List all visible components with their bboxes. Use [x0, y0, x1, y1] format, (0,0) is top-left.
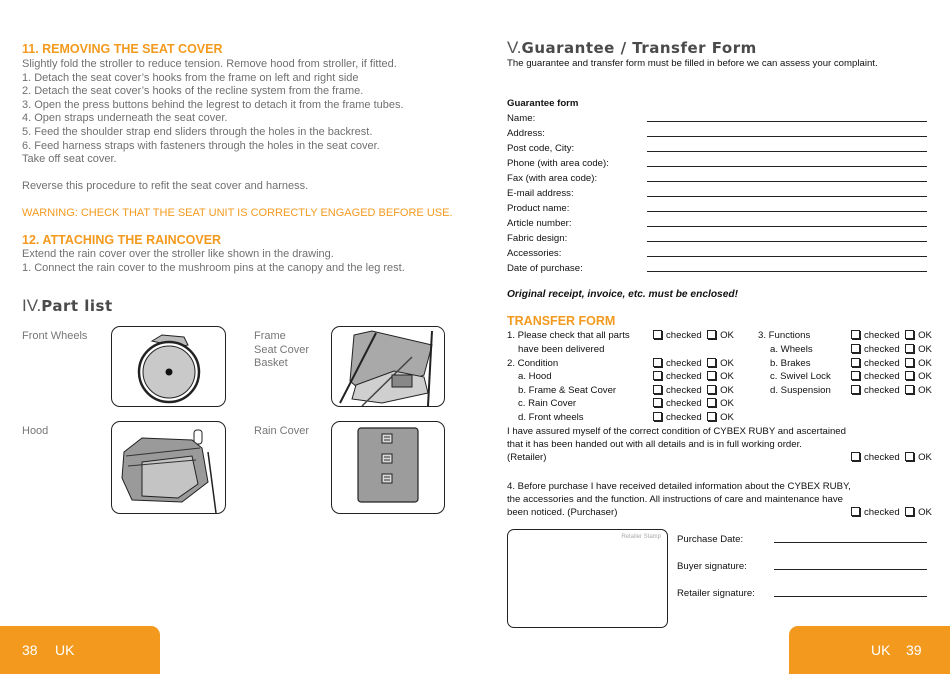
field-line-date[interactable] [647, 271, 927, 272]
field-line-fax[interactable] [647, 181, 927, 182]
section-12-title: 12. ATTACHING THE RAINCOVER [22, 233, 222, 247]
checkbox-icon[interactable] [707, 358, 716, 367]
checkbox-icon[interactable] [905, 344, 914, 353]
purchaser-text-line: been noticed. (Purchaser) [507, 507, 618, 518]
warning-text: WARNING: CHECK THAT THE SEAT UNIT IS CORRECTLY ENGAGED BEFORE USE. [22, 207, 453, 219]
checkbox-pair[interactable]: checked OK [851, 371, 932, 382]
field-line-postcode[interactable] [647, 151, 927, 152]
checkbox-pair[interactable]: checked OK [653, 398, 734, 409]
retailer-text-line: (Retailer) [507, 452, 547, 463]
part-label-rain-cover: Rain Cover [254, 425, 310, 437]
item-1-label: 1. Please check that all parts [507, 330, 630, 341]
page-number: 38 [22, 642, 38, 658]
intro-text: The guarantee and transfer form must be filled in before we can assess your complaint. [507, 58, 878, 69]
field-label-article: Article number: [507, 218, 572, 229]
checkbox-icon[interactable] [707, 371, 716, 380]
field-label-fabric: Fabric design: [507, 233, 568, 244]
checkbox-icon[interactable] [851, 371, 860, 380]
field-label-postcode: Post code, City: [507, 143, 575, 154]
purchaser-text-line: the accessories and the function. All instructions of care and maintenance have [507, 494, 843, 505]
item-3-label: 3. Functions [758, 330, 811, 341]
checkbox-icon[interactable] [653, 330, 662, 339]
item-3b-label: b. Brakes [770, 358, 811, 369]
part-label-front-wheels: Front Wheels [22, 330, 88, 342]
field-line-product[interactable] [647, 211, 927, 212]
checkbox-pair[interactable]: checked OK [653, 412, 734, 423]
front-wheel-image [111, 326, 226, 407]
transfer-form-heading: TRANSFER FORM [507, 314, 616, 328]
checkbox-icon[interactable] [851, 358, 860, 367]
field-line-fabric[interactable] [647, 241, 927, 242]
retailer-text-line: I have assured myself of the correct condition of CYBEX RUBY and ascertained [507, 426, 846, 437]
footer-left [0, 626, 160, 674]
guarantee-title: V.Guarantee / Transfer Form [507, 38, 757, 57]
section-11-title: 11. REMOVING THE SEAT COVER [22, 42, 223, 56]
text-line: 3. Open the press buttons behind the legrest to detach it from the frame tubes. [22, 98, 404, 111]
checkbox-icon[interactable] [707, 330, 716, 339]
checkbox-icon[interactable] [905, 452, 914, 461]
retailer-stamp-box[interactable] [507, 529, 668, 628]
checkbox-pair[interactable]: checked OK [851, 507, 932, 518]
text-line: 6. Feed harness straps with fasteners through the holes in the seat cover. [22, 139, 380, 152]
buyer-signature-label: Buyer signature: [677, 561, 747, 572]
retailer-signature-line[interactable] [774, 596, 927, 597]
section-11-body [22, 58, 404, 167]
checkbox-icon[interactable] [653, 358, 662, 367]
field-line-phone[interactable] [647, 166, 927, 167]
field-label-email: E-mail address: [507, 188, 574, 199]
item-2b-label: b. Frame & Seat Cover [518, 385, 617, 396]
checkbox-pair[interactable]: checked OK [851, 385, 932, 396]
purchase-date-line[interactable] [774, 542, 927, 543]
field-line-accessories[interactable] [647, 256, 927, 257]
text-line: 1. Connect the rain cover to the mushroom pins at the canopy and the leg rest. [22, 261, 405, 274]
checkbox-icon[interactable] [653, 371, 662, 380]
field-label-fax: Fax (with area code): [507, 173, 598, 184]
text-line: 5. Feed the shoulder strap end sliders through the holes in the backrest. [22, 125, 373, 138]
checkbox-icon[interactable] [851, 344, 860, 353]
field-label-address: Address: [507, 128, 545, 139]
text-line: Take off seat cover. [22, 153, 117, 166]
field-line-address[interactable] [647, 136, 927, 137]
page-number: 39 [906, 642, 922, 658]
field-label-name: Name: [507, 113, 536, 124]
checkbox-icon[interactable] [905, 385, 914, 394]
text-line: 1. Detach the seat cover’s hooks from the frame on left and right side [22, 71, 359, 84]
language-label: UK [871, 642, 891, 658]
checkbox-icon[interactable] [851, 385, 860, 394]
checkbox-icon[interactable] [851, 330, 860, 339]
reverse-note: Reverse this procedure to refit the seat cover and harness. [22, 180, 309, 192]
field-line-name[interactable] [647, 121, 927, 122]
part-label-frame-group: Frame Seat Cover Basket [254, 330, 310, 370]
part-list-title: IV.Part list [22, 296, 113, 315]
checkbox-icon[interactable] [707, 398, 716, 407]
checkbox-icon[interactable] [905, 358, 914, 367]
checkbox-icon[interactable] [653, 398, 662, 407]
item-1-label-cont: have been delivered [518, 344, 605, 355]
buyer-signature-line[interactable] [774, 569, 927, 570]
checkbox-icon[interactable] [851, 452, 860, 461]
footer-right [789, 626, 950, 674]
field-line-email[interactable] [647, 196, 927, 197]
checkbox-pair[interactable]: checked OK [851, 344, 932, 355]
checkbox-icon[interactable] [905, 507, 914, 516]
checkbox-icon[interactable] [707, 385, 716, 394]
checkbox-icon[interactable] [851, 507, 860, 516]
checkbox-icon[interactable] [653, 385, 662, 394]
text-line: Slightly fold the stroller to reduce tension. Remove hood from stroller, if fitted. [22, 58, 397, 70]
field-label-phone: Phone (with area code): [507, 158, 609, 169]
field-label-product: Product name: [507, 203, 570, 214]
checkbox-icon[interactable] [905, 371, 914, 380]
checkbox-pair[interactable]: checked OK [851, 452, 932, 463]
text-line: Extend the rain cover over the stroller like shown in the drawing. [22, 248, 334, 260]
checkbox-pair[interactable]: checked OK [653, 385, 734, 396]
part-label-hood: Hood [22, 425, 49, 437]
retailer-text-line: that it has been handed out with all details and is in full working order. [507, 439, 802, 450]
field-line-article[interactable] [647, 226, 927, 227]
item-3d-label: d. Suspension [770, 385, 831, 396]
checkbox-pair[interactable]: checked OK [851, 358, 932, 369]
language-label: UK [55, 642, 75, 658]
purchaser-text-line: 4. Before purchase I have received detailed information about the CYBEX RUBY, [507, 481, 851, 492]
item-2-label: 2. Condition [507, 358, 559, 369]
item-3a-label: a. Wheels [770, 344, 813, 355]
item-2c-label: c. Rain Cover [518, 398, 577, 409]
rain-cover-image [331, 421, 445, 514]
checkbox-pair[interactable]: checked OK [653, 358, 734, 369]
field-label-accessories: Accessories: [507, 248, 562, 259]
item-2d-label: d. Front wheels [518, 412, 584, 423]
section-12-body [22, 248, 405, 275]
receipt-note: Original receipt, invoice, etc. must be enclosed! [507, 289, 738, 300]
checkbox-pair[interactable]: checked OK [851, 330, 932, 341]
frame-image [331, 326, 445, 407]
retailer-signature-label: Retailer signature: [677, 588, 755, 599]
hood-image [111, 421, 226, 514]
purchase-date-label: Purchase Date: [677, 534, 744, 545]
checkbox-pair[interactable]: checked OK [653, 330, 734, 341]
checkbox-icon[interactable] [707, 412, 716, 421]
checkbox-icon[interactable] [905, 330, 914, 339]
text-line: 2. Detach the seat cover’s hooks of the recline system from the frame. [22, 85, 364, 98]
text-line: 4. Open straps underneath the seat cover. [22, 112, 228, 125]
item-2a-label: a. Hood [518, 371, 552, 382]
item-3c-label: c. Swivel Lock [770, 371, 831, 382]
retailer-stamp-label: Retailer Stamp [621, 534, 661, 540]
field-label-date: Date of purchase: [507, 263, 583, 274]
checkbox-icon[interactable] [653, 412, 662, 421]
checkbox-pair[interactable]: checked OK [653, 371, 734, 382]
guarantee-form-heading: Guarantee form [507, 98, 579, 109]
